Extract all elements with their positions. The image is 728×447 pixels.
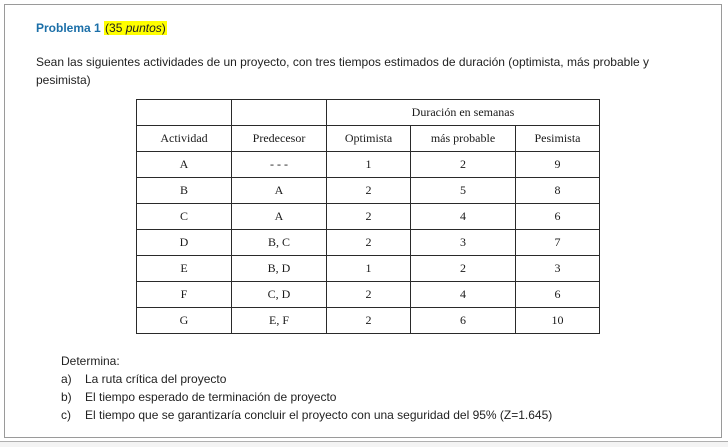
questions-heading: Determina:	[61, 354, 120, 368]
cell-predecesor: - - -	[232, 152, 327, 178]
problem-title	[36, 21, 167, 35]
cell-actividad: B	[137, 178, 232, 204]
cell-actividad: E	[137, 256, 232, 282]
cell-optimista: 2	[327, 308, 411, 334]
bottom-divider	[0, 441, 728, 447]
cell-pesimista: 8	[516, 178, 600, 204]
column-header-row	[137, 126, 600, 152]
header-mas-probable: más probable	[411, 126, 516, 152]
table-row	[137, 282, 600, 308]
cell-actividad: G	[137, 308, 232, 334]
question-text: La ruta crítica del proyecto	[85, 372, 227, 386]
cell-pesimista: 9	[516, 152, 600, 178]
problem-label: Problema 1	[36, 21, 101, 35]
question-letter: b)	[61, 390, 72, 404]
cell-predecesor: A	[232, 204, 327, 230]
cell-mas-probable: 4	[411, 282, 516, 308]
duration-group-header: Duración en semanas	[327, 100, 600, 126]
question-item	[61, 370, 552, 388]
cell-pesimista: 10	[516, 308, 600, 334]
cell-optimista: 2	[327, 282, 411, 308]
group-header-row	[137, 100, 600, 126]
cell-actividad: F	[137, 282, 232, 308]
cell-predecesor: A	[232, 178, 327, 204]
header-predecesor: Predecesor	[232, 126, 327, 152]
header-actividad: Actividad	[137, 126, 232, 152]
cell-mas-probable: 3	[411, 230, 516, 256]
cell-pesimista: 7	[516, 230, 600, 256]
cell-predecesor: C, D	[232, 282, 327, 308]
points-highlight: (35 puntos)	[105, 21, 166, 35]
cell-optimista: 2	[327, 178, 411, 204]
question-item	[61, 406, 552, 424]
cell-mas-probable: 5	[411, 178, 516, 204]
empty-header-cell	[232, 100, 327, 126]
question-text: El tiempo esperado de terminación de proyecto	[85, 390, 337, 404]
cell-actividad: A	[137, 152, 232, 178]
question-text: El tiempo que se garantizaría concluir el proyecto con una seguridad del 95% (Z=1.645)	[85, 408, 553, 422]
cell-optimista: 1	[327, 256, 411, 282]
cell-mas-probable: 2	[411, 152, 516, 178]
table-row	[137, 308, 600, 334]
table-row	[137, 256, 600, 282]
empty-header-cell	[137, 100, 232, 126]
header-optimista: Optimista	[327, 126, 411, 152]
intro-paragraph: Sean las siguientes actividades de un proyecto, con tres tiempos estimados de duración (optimista, más probable y pesimista)	[36, 55, 649, 87]
cell-mas-probable: 4	[411, 204, 516, 230]
cell-predecesor: E, F	[232, 308, 327, 334]
activities-table	[136, 99, 600, 334]
questions-block	[61, 352, 552, 424]
cell-optimista: 2	[327, 230, 411, 256]
question-letter: c)	[61, 408, 71, 422]
cell-pesimista: 6	[516, 204, 600, 230]
question-letter: a)	[61, 372, 72, 386]
question-item	[61, 388, 552, 406]
table-row	[137, 230, 600, 256]
cell-actividad: D	[137, 230, 232, 256]
cell-pesimista: 3	[516, 256, 600, 282]
table-row	[137, 204, 600, 230]
cell-mas-probable: 6	[411, 308, 516, 334]
cell-optimista: 2	[327, 204, 411, 230]
table-row	[137, 178, 600, 204]
cell-predecesor: B, C	[232, 230, 327, 256]
cell-actividad: C	[137, 204, 232, 230]
cell-mas-probable: 2	[411, 256, 516, 282]
table-row	[137, 152, 600, 178]
cell-pesimista: 6	[516, 282, 600, 308]
points-word: puntos	[125, 21, 162, 35]
cell-optimista: 1	[327, 152, 411, 178]
header-pesimista: Pesimista	[516, 126, 600, 152]
cell-predecesor: B, D	[232, 256, 327, 282]
